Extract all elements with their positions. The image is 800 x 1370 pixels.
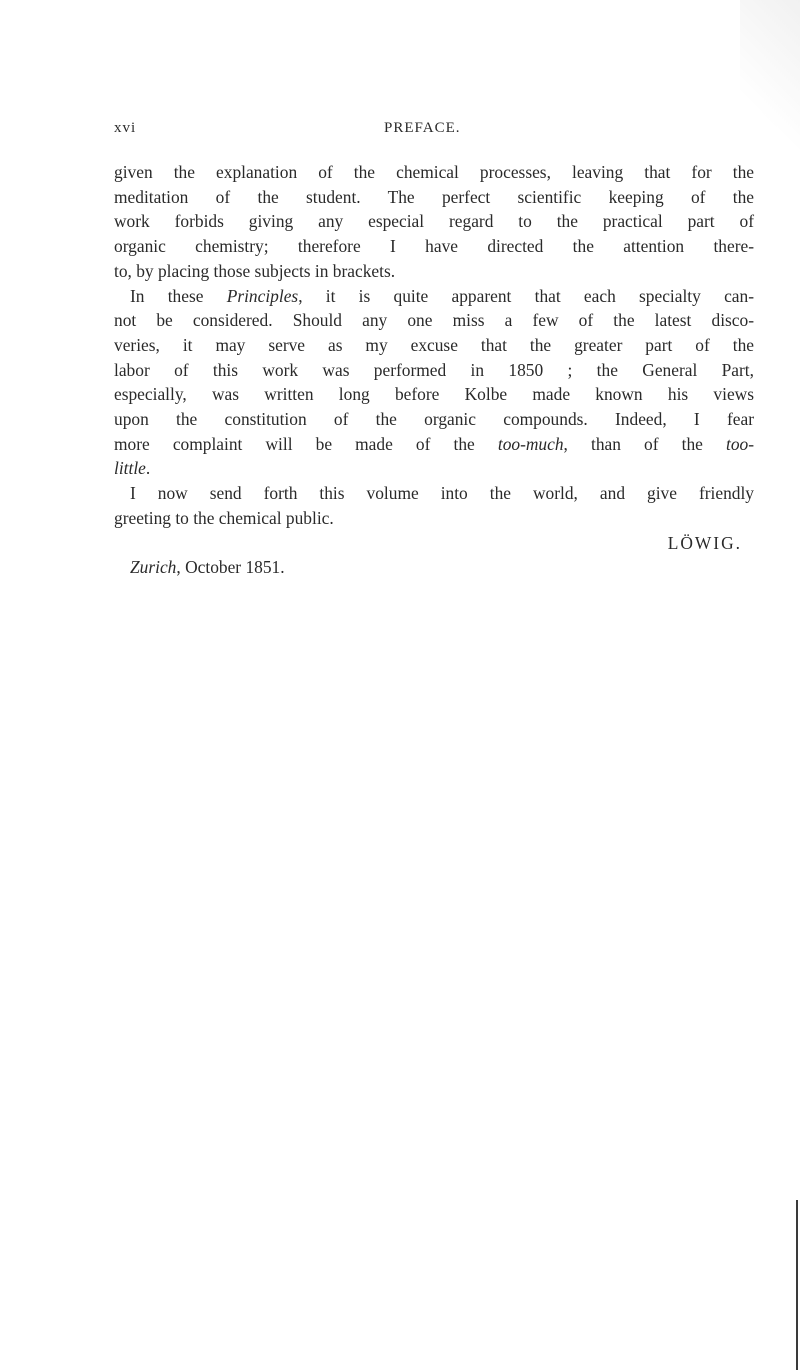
- text-line: greeting to the chemical public.: [114, 507, 334, 528]
- text-line: to, by placing those subjects in brackets.: [114, 260, 396, 281]
- text-line: upon the constitution of the organic compounds. Indeed, I fear: [114, 409, 754, 430]
- text-line: especially, was written long before Kolbe made known his views: [114, 384, 754, 405]
- text-segment: , it is quite apparent that each specialty can-: [298, 285, 754, 306]
- text-line: work forbids giving any especial regard to the practical part of: [114, 211, 754, 232]
- page-edge-line: [796, 1200, 798, 1370]
- paragraph-1: [114, 160, 754, 284]
- date-text: , October 1851.: [176, 557, 285, 578]
- text-line: [114, 432, 754, 457]
- page-number: xvi: [114, 120, 137, 136]
- text-segment: In these: [130, 285, 227, 306]
- text-line: veries, it may serve as my excuse that the greater part of the: [114, 334, 754, 355]
- text-line: meditation of the student. The perfect scientific keeping of the: [114, 186, 754, 207]
- dateline: [114, 555, 754, 580]
- text-segment: .: [145, 458, 151, 479]
- text-line: not be considered. Should any one miss a few of the latest disco-: [114, 310, 754, 331]
- running-title: PREFACE.: [384, 120, 461, 136]
- italic-phrase: too-much: [497, 433, 564, 454]
- text-line: given the explanation of the chemical processes, leaving that for the: [114, 162, 754, 182]
- paragraph-2: [114, 284, 754, 482]
- italic-phrase: too-: [725, 433, 754, 454]
- preface-body: [114, 160, 754, 580]
- text-line: labor of this work was performed in 1850 ; the General Part,: [114, 359, 754, 380]
- text-line: organic chemistry; therefore I have directed the attention there-: [114, 236, 754, 257]
- place-name: Zurich: [130, 557, 177, 578]
- italic-title: Principles: [226, 285, 299, 306]
- paragraph-3: [114, 481, 754, 530]
- text-segment: , than of the: [563, 433, 726, 454]
- running-head: [114, 120, 754, 140]
- text-segment: more complaint will be made of the: [114, 433, 498, 454]
- text-line: I now send forth this volume into the world, and give friendly: [130, 483, 754, 504]
- text-line: [114, 456, 754, 481]
- author-signature: LÖWIG.: [667, 532, 742, 553]
- text-line: [114, 284, 754, 309]
- italic-phrase: little: [114, 458, 146, 479]
